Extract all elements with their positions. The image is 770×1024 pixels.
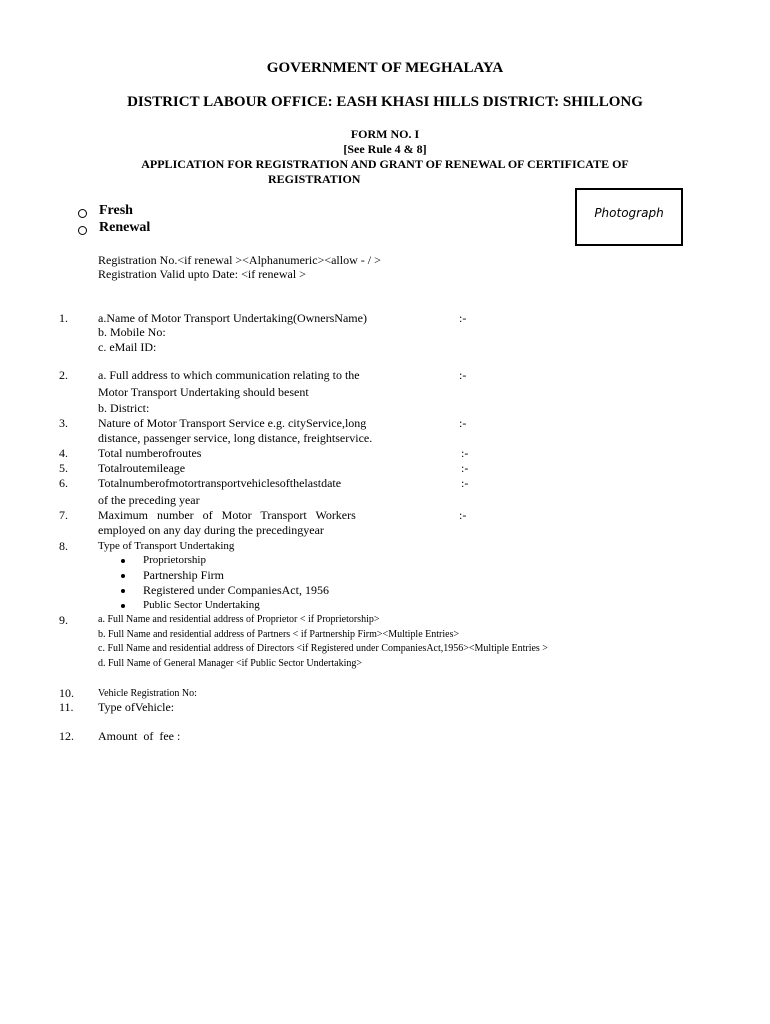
separator: :- (461, 461, 469, 475)
photograph-label: Photograph (594, 206, 664, 220)
renewal-option-label: Renewal (99, 220, 151, 235)
bullet-icon (121, 604, 125, 608)
item-1a-owner-name: a.Name of Motor Transport Undertaking(OwnersName) (98, 311, 367, 325)
item-number-9: 9. (59, 613, 68, 627)
item-number-3: 3. (59, 416, 68, 430)
item-1b-mobile: b. Mobile No: (98, 325, 166, 339)
item-10-vehicle-registration: Vehicle Registration No: (98, 688, 197, 699)
separator: :- (459, 368, 467, 382)
form-number: FORM NO. I (350, 127, 420, 141)
item-number-6: 6. (59, 476, 68, 490)
photograph-box[interactable] (575, 188, 683, 246)
item-2b-district: b. District: (98, 401, 150, 415)
item-9d-general-manager: d. Full Name of General Manager <if Public Sector Undertaking> (98, 658, 362, 669)
item-12-amount-of-fee: Amount of fee : (98, 729, 181, 743)
item-3-service-nature-line2: distance, passenger service, long distance, freightservice. (98, 431, 373, 445)
item-6-total-vehicles-line2: of the preceding year (98, 493, 200, 507)
type-option-companies-act: Registered under CompaniesAct, 1956 (143, 583, 329, 597)
item-9b-partners: b. Full Name and residential address of Partners < if Partnership Firm><Multiple Entries> (98, 629, 460, 640)
item-7-max-workers-line1: Maximum number of Motor Transport Workers (98, 508, 356, 522)
item-8-undertaking-type: Type of Transport Undertaking (98, 540, 235, 552)
item-number-1: 1. (59, 311, 68, 325)
item-6-total-vehicles-line1: Totalnumberofmotortransportvehiclesofthelastdate (98, 476, 342, 490)
item-1c-email: c. eMail ID: (98, 340, 157, 354)
office-heading: DISTRICT LABOUR OFFICE: EASH KHASI HILLS DISTRICT: SHILLONG (127, 94, 643, 110)
item-number-2: 2. (59, 368, 68, 382)
government-heading: GOVERNMENT OF MEGHALAYA (266, 60, 504, 76)
separator: :- (461, 476, 469, 490)
form-title-line1: APPLICATION FOR REGISTRATION AND GRANT OF RENEWAL OF CERTIFICATE OF (141, 157, 629, 171)
item-2a-address-line2: Motor Transport Undertaking should besent (98, 385, 309, 399)
item-11-vehicle-type: Type ofVehicle: (98, 700, 175, 714)
type-option-public-sector: Public Sector Undertaking (143, 599, 260, 611)
type-option-partnership: Partnership Firm (143, 568, 224, 582)
item-9a-proprietor: a. Full Name and residential address of Proprietor < if Proprietorship> (98, 614, 380, 625)
item-3-service-nature-line1: Nature of Motor Transport Service e.g. cityService,long (98, 416, 367, 430)
separator: :- (459, 416, 467, 430)
item-4-total-routes: Total numberofroutes (98, 446, 202, 460)
bullet-icon (121, 559, 125, 563)
separator: :- (459, 508, 467, 522)
registration-valid-line: Registration Valid upto Date: <if renewal > (98, 267, 306, 281)
separator: :- (459, 311, 467, 325)
item-number-11: 11. (59, 700, 74, 714)
bullet-icon (121, 589, 125, 593)
rule-reference: [See Rule 4 & 8] (343, 142, 427, 156)
renewal-option-circle[interactable] (78, 226, 87, 235)
separator: :- (461, 446, 469, 460)
item-number-10: 10. (59, 686, 74, 700)
form-title-line2: REGISTRATION (268, 172, 361, 186)
fresh-option-circle[interactable] (78, 209, 87, 218)
item-9c-directors: c. Full Name and residential address of Directors <if Registered under CompaniesAct,1956><Multiple Entries > (98, 643, 548, 654)
item-7-max-workers-line2: employed on any day during the precedingyear (98, 523, 324, 537)
item-number-4: 4. (59, 446, 68, 460)
item-number-5: 5. (59, 461, 68, 475)
item-number-12: 12. (59, 729, 74, 743)
fresh-option-label: Fresh (99, 203, 133, 218)
type-option-proprietorship: Proprietorship (143, 554, 206, 566)
item-number-7: 7. (59, 508, 68, 522)
item-2a-address-line1: a. Full address to which communication relating to the (98, 368, 360, 382)
item-5-route-mileage: Totalroutemileage (98, 461, 186, 475)
bullet-icon (121, 574, 125, 578)
item-number-8: 8. (59, 539, 68, 553)
registration-number-line: Registration No.<if renewal ><Alphanumeric><allow - / > (98, 253, 381, 267)
